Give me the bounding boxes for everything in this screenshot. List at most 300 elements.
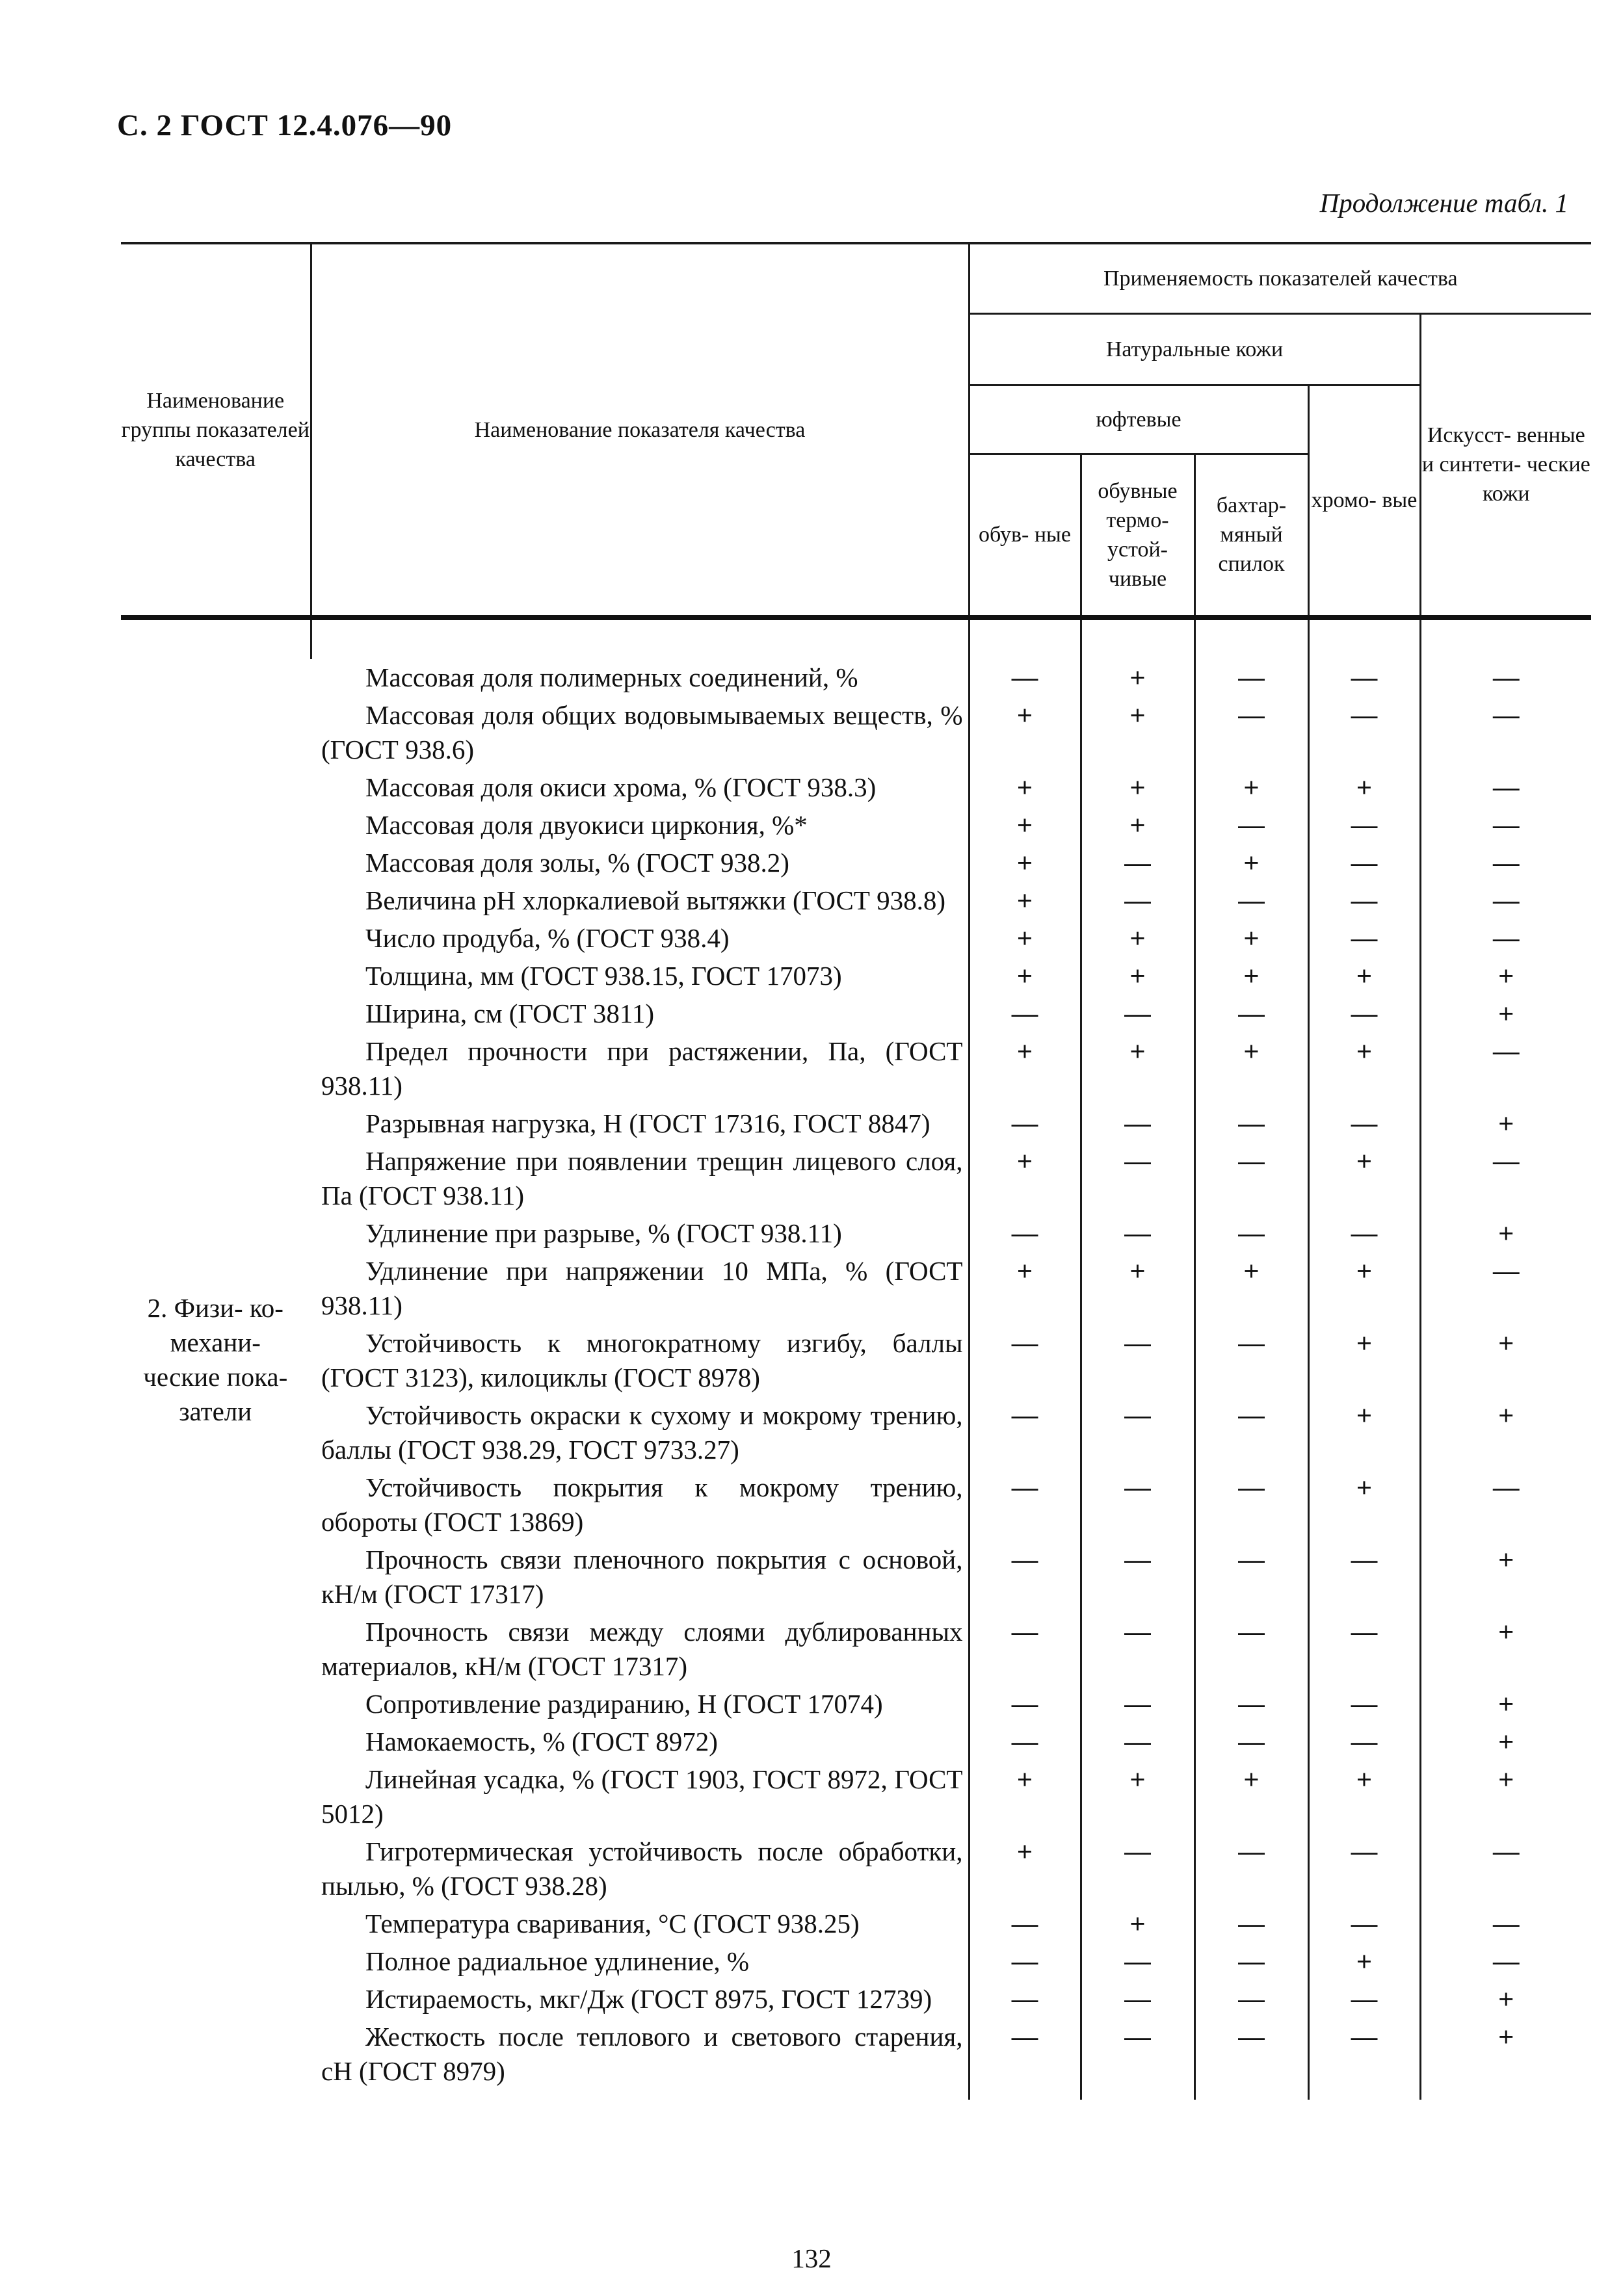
applicability-mark	[1420, 920, 1591, 958]
mark-symbol: +	[1129, 772, 1146, 802]
applicability-mark	[1308, 1761, 1420, 1833]
applicability-mark	[969, 697, 1081, 769]
applicability-mark	[969, 1981, 1081, 2018]
indicator-name: Прочность связи между слоями дублированных материалов, кН/м (ГОСТ 17317)	[321, 1617, 963, 1681]
mark-symbol: +	[1498, 1984, 1514, 2014]
mark-symbol: —	[1492, 662, 1520, 692]
mark-symbol: —	[1351, 1689, 1378, 1719]
mark-symbol: —	[1238, 1400, 1265, 1430]
mark-symbol: —	[1124, 1108, 1151, 1138]
applicability-mark	[1308, 697, 1420, 769]
applicability-mark	[969, 1253, 1081, 1325]
table-row	[121, 1325, 1591, 1397]
mark-symbol: —	[1238, 1108, 1265, 1138]
applicability-mark	[1420, 1215, 1591, 1253]
mark-symbol: —	[1011, 1909, 1038, 1938]
spacer-cell	[1308, 2091, 1420, 2100]
applicability-mark	[1420, 1686, 1591, 1723]
applicability-mark	[969, 1033, 1081, 1105]
applicability-mark	[1081, 1397, 1194, 1469]
applicability-mark	[1420, 659, 1591, 697]
mark-symbol: +	[1356, 1400, 1372, 1430]
applicability-mark	[1194, 807, 1308, 844]
mark-symbol: —	[1011, 662, 1038, 692]
mark-symbol: +	[1356, 1256, 1372, 1286]
applicability-mark	[1194, 1033, 1308, 1105]
mark-symbol: +	[1243, 772, 1260, 802]
indicator-name: Линейная усадка, % (ГОСТ 1903, ГОСТ 8972, ГОСТ 5012)	[321, 1764, 963, 1829]
mark-symbol: +	[1017, 848, 1033, 878]
mark-symbol: —	[1124, 1146, 1151, 1176]
mark-symbol: —	[1351, 848, 1378, 878]
indicator-cell	[311, 769, 969, 807]
table-row	[121, 1723, 1591, 1761]
mark-symbol: —	[1124, 1218, 1151, 1248]
indicator-cell	[311, 1761, 969, 1833]
indicator-name: Массовая доля полимерных соединений, %	[365, 662, 858, 692]
mark-symbol: +	[1017, 885, 1033, 915]
applicability-mark	[1081, 807, 1194, 844]
indicator-name: Прочность связи пленочного покрытия с основой, кН/м (ГОСТ 17317)	[321, 1545, 963, 1609]
table-caption: Продолжение табл. 1	[1319, 188, 1568, 218]
mark-symbol: +	[1356, 1328, 1372, 1358]
applicability-mark	[1420, 1105, 1591, 1143]
indicator-cell	[311, 1541, 969, 1613]
table-row	[121, 1105, 1591, 1143]
indicator-cell	[311, 1686, 969, 1723]
applicability-mark	[1420, 1723, 1591, 1761]
mark-symbol: —	[1124, 1836, 1151, 1866]
table-row	[121, 1253, 1591, 1325]
spacer-cell	[1081, 2091, 1194, 2100]
table-row	[121, 1215, 1591, 1253]
spacer-cell	[311, 618, 969, 659]
mark-symbol: —	[1351, 885, 1378, 915]
applicability-mark	[969, 1833, 1081, 1905]
indicator-name: Напряжение при появлении трещин лицевого слоя, Па (ГОСТ 938.11)	[321, 1146, 963, 1210]
indicator-name: Массовая доля общих водовымываемых веществ, % (ГОСТ 938.6)	[321, 700, 963, 764]
applicability-mark	[1420, 807, 1591, 844]
mark-symbol: +	[1498, 1689, 1514, 1719]
mark-symbol: +	[1129, 1256, 1146, 1286]
applicability-mark	[1194, 1469, 1308, 1541]
group-column-header: Наименование группы показателей качества	[121, 243, 311, 618]
mark-symbol: +	[1017, 1036, 1033, 1066]
spacer-cell	[1194, 618, 1308, 659]
applicability-mark	[1194, 1253, 1308, 1325]
applicability-mark	[1081, 1833, 1194, 1905]
indicator-name: Массовая доля окиси хрома, % (ГОСТ 938.3)	[365, 772, 877, 802]
indicator-column-header: Наименование показателя качества	[311, 243, 969, 618]
mark-symbol: +	[1017, 700, 1033, 730]
table-row	[121, 1943, 1591, 1981]
applicability-mark	[1081, 1033, 1194, 1105]
applicability-mark	[1081, 1613, 1194, 1686]
table-row	[121, 1761, 1591, 1833]
indicator-cell	[311, 882, 969, 920]
mark-symbol: —	[1124, 885, 1151, 915]
applicability-mark	[1081, 844, 1194, 882]
mark-symbol: +	[1356, 1946, 1372, 1976]
mark-symbol: —	[1351, 662, 1378, 692]
applicability-mark	[1081, 2018, 1194, 2091]
applicability-mark	[969, 882, 1081, 920]
mark-symbol: —	[1351, 1727, 1378, 1756]
mark-symbol: +	[1129, 810, 1146, 840]
mark-symbol: +	[1356, 1764, 1372, 1794]
indicator-name: Устойчивость окраски к сухому и мокрому трению, баллы (ГОСТ 938.29, ГОСТ 9733.27)	[321, 1400, 963, 1465]
mark-symbol: —	[1124, 1545, 1151, 1574]
mark-symbol: —	[1351, 2022, 1378, 2052]
mark-symbol: +	[1129, 662, 1146, 692]
applicability-mark	[1194, 2018, 1308, 2091]
mark-symbol: —	[1011, 1617, 1038, 1647]
mark-symbol: +	[1498, 1400, 1514, 1430]
indicator-name: Ширина, см (ГОСТ 3811)	[365, 998, 654, 1028]
mark-symbol: —	[1238, 810, 1265, 840]
mark-symbol: —	[1011, 998, 1038, 1028]
applicability-mark	[969, 1541, 1081, 1613]
applicability-mark	[1308, 1905, 1420, 1943]
applicability-mark	[1194, 1613, 1308, 1686]
mark-symbol: —	[1238, 2022, 1265, 2052]
applicability-mark	[1194, 697, 1308, 769]
applicability-mark	[1194, 958, 1308, 995]
applicability-mark	[1420, 1325, 1591, 1397]
spacer-cell	[1194, 2091, 1308, 2100]
mark-symbol: +	[1498, 998, 1514, 1028]
indicator-cell	[311, 995, 969, 1033]
indicator-cell	[311, 1981, 969, 2018]
applicability-mark	[969, 1613, 1081, 1686]
applicability-mark	[1308, 958, 1420, 995]
mark-symbol: —	[1238, 1617, 1265, 1647]
mark-symbol: —	[1124, 998, 1151, 1028]
yuft-split-header: бахтар- мяный спилок	[1194, 454, 1308, 618]
indicator-name: Намокаемость, % (ГОСТ 8972)	[365, 1727, 718, 1756]
indicator-cell	[311, 1723, 969, 1761]
applicability-mark	[1194, 995, 1308, 1033]
applicability-mark	[1194, 1215, 1308, 1253]
mark-symbol: +	[1356, 1146, 1372, 1176]
table-row	[121, 659, 1591, 697]
applicability-mark	[1081, 1253, 1194, 1325]
applicability-mark	[969, 1905, 1081, 1943]
table-row	[121, 920, 1591, 958]
mark-symbol: +	[1017, 1836, 1033, 1866]
natural-leather-header: Натуральные кожи	[969, 313, 1420, 385]
mark-symbol: —	[1238, 1727, 1265, 1756]
applicability-mark	[1194, 882, 1308, 920]
mark-symbol: +	[1498, 1617, 1514, 1647]
applicability-mark	[1308, 1253, 1420, 1325]
applicability-mark	[1420, 1397, 1591, 1469]
indicator-name: Предел прочности при растяжении, Па, (ГОСТ 938.11)	[321, 1036, 963, 1101]
mark-symbol: —	[1351, 1545, 1378, 1574]
mark-symbol: —	[1351, 1836, 1378, 1866]
mark-symbol: —	[1351, 700, 1378, 730]
indicator-name: Устойчивость к многократному изгибу, баллы (ГОСТ 3123), килоциклы (ГОСТ 8978)	[321, 1328, 963, 1392]
mark-symbol: +	[1356, 772, 1372, 802]
table-row	[121, 1613, 1591, 1686]
mark-symbol: —	[1492, 848, 1520, 878]
mark-symbol: +	[1017, 810, 1033, 840]
mark-symbol: —	[1492, 1036, 1520, 1066]
applicability-mark	[1081, 920, 1194, 958]
applicability-mark	[1308, 1723, 1420, 1761]
mark-symbol: —	[1124, 1400, 1151, 1430]
applicability-mark	[1308, 769, 1420, 807]
applicability-mark	[1081, 659, 1194, 697]
page-header: С. 2 ГОСТ 12.4.076—90	[117, 109, 453, 142]
applicability-mark	[1420, 1469, 1591, 1541]
applicability-mark	[969, 920, 1081, 958]
mark-symbol: —	[1351, 1218, 1378, 1248]
table-row	[121, 958, 1591, 995]
mark-symbol: —	[1492, 700, 1520, 730]
indicator-cell	[311, 1469, 969, 1541]
applicability-mark	[1420, 1033, 1591, 1105]
mark-symbol: —	[1238, 998, 1265, 1028]
quality-indicators-table	[121, 242, 1591, 2100]
mark-symbol: —	[1351, 1617, 1378, 1647]
indicator-cell	[311, 2018, 969, 2091]
indicator-cell	[311, 1253, 969, 1325]
applicability-mark	[1420, 769, 1591, 807]
applicability-mark	[1308, 1833, 1420, 1905]
mark-symbol: —	[1238, 1984, 1265, 2014]
applicability-mark	[1308, 1397, 1420, 1469]
mark-symbol: —	[1238, 1146, 1265, 1176]
mark-symbol: —	[1124, 1727, 1151, 1756]
mark-symbol: —	[1351, 1984, 1378, 2014]
mark-symbol: —	[1238, 1218, 1265, 1248]
applicability-mark	[1194, 1981, 1308, 2018]
mark-symbol: —	[1011, 1108, 1038, 1138]
indicator-cell	[311, 1143, 969, 1215]
applicability-mark	[1081, 769, 1194, 807]
indicator-cell	[311, 807, 969, 844]
page-number: 132	[791, 2243, 832, 2273]
spacer-cell	[969, 2091, 1081, 2100]
yuft-heat-resistant-header: обувные термо- устой- чивые	[1081, 454, 1194, 618]
mark-symbol: —	[1124, 1472, 1151, 1502]
applicability-mark	[1308, 882, 1420, 920]
group-name: 2. Физи- ко-механи- ческие пока- затели	[121, 618, 311, 2100]
applicability-mark	[1308, 1033, 1420, 1105]
applicability-mark	[1194, 1943, 1308, 1981]
applicability-mark	[1308, 995, 1420, 1033]
mark-symbol: +	[1498, 2022, 1514, 2052]
indicator-name: Сопротивление раздиранию, Н (ГОСТ 17074)	[365, 1689, 883, 1719]
mark-symbol: +	[1017, 1764, 1033, 1794]
applicability-mark	[1194, 1905, 1308, 1943]
applicability-mark	[969, 1325, 1081, 1397]
applicability-mark	[969, 1143, 1081, 1215]
chrome-header: хромо- вые	[1308, 385, 1420, 618]
applicability-mark	[1308, 1613, 1420, 1686]
mark-symbol: +	[1129, 1036, 1146, 1066]
mark-symbol: +	[1243, 961, 1260, 991]
applicability-mark	[1081, 1723, 1194, 1761]
applicability-mark	[1308, 807, 1420, 844]
mark-symbol: —	[1238, 700, 1265, 730]
applicability-mark	[969, 844, 1081, 882]
applicability-mark	[1081, 1686, 1194, 1723]
mark-symbol: +	[1129, 700, 1146, 730]
applicability-mark	[1308, 1105, 1420, 1143]
applicability-mark	[969, 1469, 1081, 1541]
applicability-mark	[1194, 844, 1308, 882]
applicability-mark	[1194, 1143, 1308, 1215]
indicator-cell	[311, 1613, 969, 1686]
mark-symbol: —	[1238, 1946, 1265, 1976]
mark-symbol: —	[1124, 1946, 1151, 1976]
indicator-name: Полное радиальное удлинение, %	[365, 1946, 750, 1976]
mark-symbol: +	[1498, 961, 1514, 991]
applicability-mark	[1420, 882, 1591, 920]
mark-symbol: —	[1011, 1946, 1038, 1976]
mark-symbol: +	[1498, 1328, 1514, 1358]
applicability-mark	[1308, 1469, 1420, 1541]
mark-symbol: +	[1356, 1036, 1372, 1066]
mark-symbol: +	[1017, 1146, 1033, 1176]
table-body	[121, 618, 1591, 2100]
mark-symbol: —	[1492, 1472, 1520, 1502]
spacer-cell	[1081, 618, 1194, 659]
mark-symbol: —	[1124, 1617, 1151, 1647]
applicability-mark	[1081, 1105, 1194, 1143]
applicability-mark	[1420, 1541, 1591, 1613]
applicability-mark	[969, 1686, 1081, 1723]
table-bottom-spacer	[121, 2091, 1591, 2100]
mark-symbol: +	[1243, 848, 1260, 878]
applicability-mark	[1194, 1397, 1308, 1469]
applicability-mark	[1308, 1541, 1420, 1613]
applicability-mark	[969, 1723, 1081, 1761]
table-row	[121, 697, 1591, 769]
indicator-cell	[311, 1905, 969, 1943]
mark-symbol: —	[1124, 1689, 1151, 1719]
table-row	[121, 1143, 1591, 1215]
mark-symbol: +	[1243, 923, 1260, 953]
applicability-mark	[1420, 958, 1591, 995]
indicator-name: Гигротермическая устойчивость после обработки, пылью, % (ГОСТ 938.28)	[321, 1836, 963, 1901]
indicator-name: Удлинение при разрыве, % (ГОСТ 938.11)	[365, 1218, 842, 1248]
table-row	[121, 1981, 1591, 2018]
mark-symbol: —	[1492, 885, 1520, 915]
table-row	[121, 1686, 1591, 1723]
mark-symbol: +	[1243, 1256, 1260, 1286]
table-row	[121, 1033, 1591, 1105]
applicability-mark	[1308, 1215, 1420, 1253]
mark-symbol: —	[1492, 1836, 1520, 1866]
indicator-cell	[311, 1397, 969, 1469]
applicability-mark	[1308, 920, 1420, 958]
applicability-mark	[1081, 1325, 1194, 1397]
applicability-mark	[1308, 1981, 1420, 2018]
mark-symbol: +	[1017, 961, 1033, 991]
mark-symbol: +	[1129, 1764, 1146, 1794]
indicator-name: Массовая доля двуокиси циркония, %*	[365, 810, 808, 840]
indicator-name: Массовая доля золы, % (ГОСТ 938.2)	[365, 848, 789, 878]
indicator-cell	[311, 1033, 969, 1105]
applicability-mark	[969, 769, 1081, 807]
table-row	[121, 769, 1591, 807]
mark-symbol: —	[1011, 2022, 1038, 2052]
table-row	[121, 1905, 1591, 1943]
applicability-mark	[1308, 844, 1420, 882]
mark-symbol: —	[1492, 1256, 1520, 1286]
mark-symbol: —	[1124, 848, 1151, 878]
mark-symbol: —	[1124, 2022, 1151, 2052]
mark-symbol: —	[1351, 923, 1378, 953]
mark-symbol: —	[1492, 772, 1520, 802]
applicability-mark	[1081, 1143, 1194, 1215]
mark-symbol: —	[1124, 1984, 1151, 2014]
applicability-mark	[1081, 958, 1194, 995]
applicability-mark	[1194, 769, 1308, 807]
table-row	[121, 995, 1591, 1033]
applicability-mark	[969, 1943, 1081, 1981]
applicability-mark	[1194, 1325, 1308, 1397]
applicability-mark	[1081, 1905, 1194, 1943]
mark-symbol: —	[1492, 1146, 1520, 1176]
applicability-mark	[1081, 697, 1194, 769]
applicability-mark	[1420, 1761, 1591, 1833]
indicator-name: Температура сваривания, °С (ГОСТ 938.25)	[365, 1909, 860, 1938]
mark-symbol: +	[1356, 1472, 1372, 1502]
applicability-mark	[1308, 2018, 1420, 2091]
table-row	[121, 1833, 1591, 1905]
mark-symbol: —	[1492, 810, 1520, 840]
mark-symbol: +	[1498, 1727, 1514, 1756]
applicability-mark	[1420, 1253, 1591, 1325]
indicator-name: Величина рН хлоркалиевой вытяжки (ГОСТ 938.8)	[365, 885, 946, 915]
indicator-name: Толщина, мм (ГОСТ 938.15, ГОСТ 17073)	[365, 961, 842, 991]
applicability-mark	[969, 1397, 1081, 1469]
indicator-cell	[311, 1943, 969, 1981]
mark-symbol: +	[1129, 1909, 1146, 1938]
applicability-mark	[1081, 882, 1194, 920]
applicability-mark	[1194, 1541, 1308, 1613]
applicability-mark	[1194, 1761, 1308, 1833]
mark-symbol: —	[1011, 1727, 1038, 1756]
mark-symbol: —	[1492, 1946, 1520, 1976]
applicability-mark	[969, 995, 1081, 1033]
mark-symbol: +	[1129, 923, 1146, 953]
applicability-mark	[1308, 1943, 1420, 1981]
table-row	[121, 2018, 1591, 2091]
table-row	[121, 1397, 1591, 1469]
applicability-mark	[1420, 697, 1591, 769]
mark-symbol: —	[1011, 1545, 1038, 1574]
mark-symbol: —	[1011, 1218, 1038, 1248]
mark-symbol: +	[1356, 961, 1372, 991]
mark-symbol: —	[1238, 885, 1265, 915]
applicability-mark	[1081, 995, 1194, 1033]
table-row	[121, 882, 1591, 920]
mark-symbol: —	[1011, 1328, 1038, 1358]
mark-symbol: +	[1017, 1256, 1033, 1286]
applicability-mark	[1308, 659, 1420, 697]
mark-symbol: —	[1492, 923, 1520, 953]
mark-symbol: +	[1243, 1036, 1260, 1066]
applicability-mark	[1081, 1541, 1194, 1613]
indicator-cell	[311, 920, 969, 958]
indicator-cell	[311, 1833, 969, 1905]
applicability-mark	[1420, 1833, 1591, 1905]
